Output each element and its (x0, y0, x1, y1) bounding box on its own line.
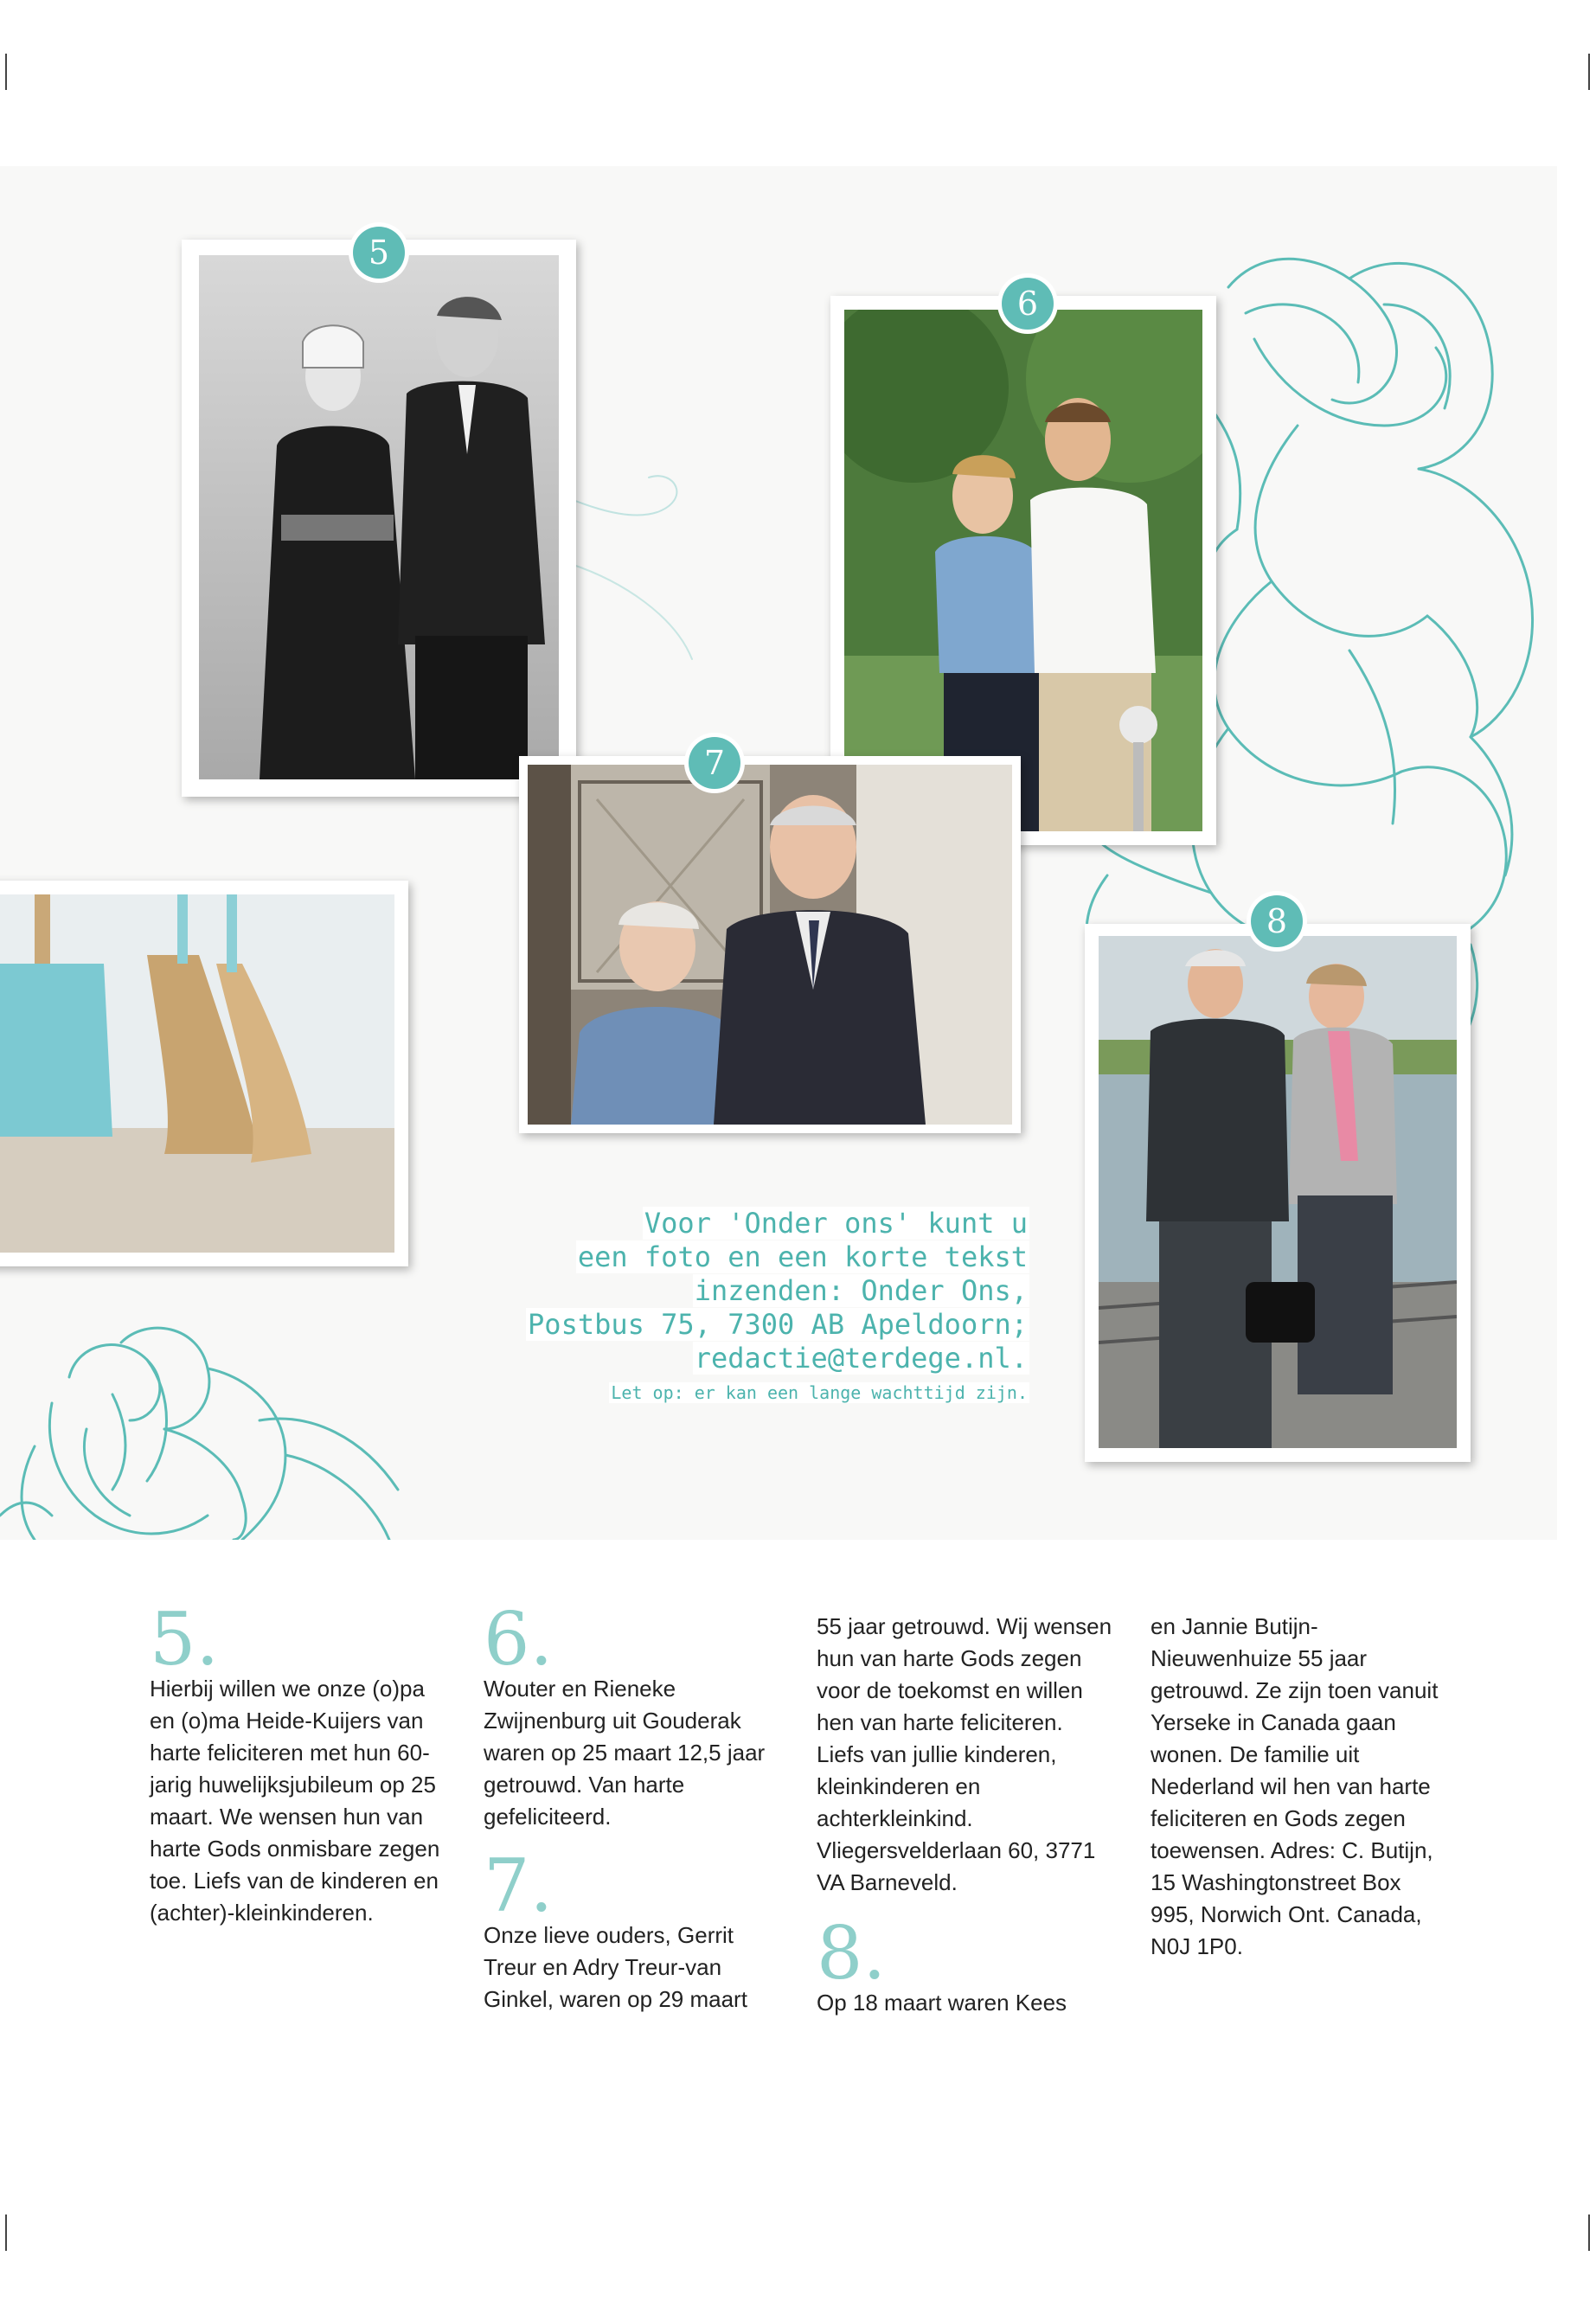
notice-line: een foto en een korte tekst (577, 1240, 1028, 1273)
couple-in-park-photo (844, 310, 1202, 831)
notice-line: Postbus 75, 7300 AB Apeldoorn; (528, 1308, 1028, 1341)
photo-number-badge-5: 5 (353, 227, 405, 279)
photo-number-badge-7: 7 (689, 737, 740, 789)
article-column-1 (150, 1597, 448, 1929)
elderly-couple-photo (528, 765, 1012, 1125)
article-text-7-continued: 55 jaar getrouwd. Wij wensen hun van harte Gods zegen voor de toekomst en willen hen van harte feliciteren. Liefs van jullie kinderen, kleinkinderen en achterkleinkind. Vliegersvelderlaan 60, 3771 VA Barneveld. (817, 1613, 1112, 1895)
article-number-6: 6. (484, 1597, 554, 1682)
notice-email: redactie@terdege.nl. (694, 1342, 1028, 1375)
notice-wait-note: Let op: er kan een lange wachttijd zijn. (611, 1382, 1028, 1403)
notice-line: inzenden: Onder Ons, (694, 1274, 1028, 1307)
article-text-6: Wouter en Rieneke Zwijnenburg uit Gouderak waren op 25 maart 12,5 jaar getrouwd. Van harte gefeliciteerd. (484, 1676, 766, 1830)
article-text-5: Hierbij willen we onze (o)pa en (o)ma Heide-Kuijers van harte feliciteren met hun 60-jarig huwelijksjubileum op 25 maart. We wensen hun van harte Gods onmisbare zegen toe. Liefs van de kinderen en (achter)-kleinkinderen. (150, 1676, 440, 1926)
photo-number-badge-6: 6 (1002, 278, 1054, 330)
article-number-5: 5. (150, 1597, 220, 1682)
photo-card-brooms (0, 881, 408, 1266)
article-number-8: 8. (817, 1911, 887, 1996)
photo-number-badge-8: 8 (1251, 895, 1303, 947)
brooms-photo (0, 894, 394, 1253)
article-text-7: Onze lieve ouders, Gerrit Treur en Adry Treur-van Ginkel, waren op 29 maart (484, 1922, 747, 2012)
photo-collage (0, 166, 1557, 1540)
photo-card-7 (519, 756, 1021, 1133)
article-text-8: Op 18 maart waren Kees (817, 1990, 1067, 2016)
crop-mark (5, 54, 7, 90)
photo-card-8 (1085, 924, 1471, 1462)
wedding-couple-photo (199, 255, 559, 779)
crop-mark (5, 2214, 7, 2251)
article-text-8-continued: en Jannie Butijn-Nieuwenhuize 55 jaar getrouwd. Ze zijn toen vanuit Yerseke in Canada gaan wonen. De familie uit Nederland wil hen van harte feliciteren en Gods zegen toewensen. Adres: C. Butijn, 15 Washingtonstreet Box 995, Norwich Ont. Canada, N0J 1P0. (1151, 1613, 1439, 1959)
article-column-4 (1151, 1611, 1449, 1963)
notice-line: Voor 'Onder ons' kunt u (644, 1207, 1028, 1240)
crop-mark (1588, 54, 1590, 90)
page-margin (1557, 166, 1596, 1540)
crop-mark (1588, 2214, 1590, 2251)
article-number-7: 7. (484, 1843, 554, 1928)
notice-main-text (484, 1207, 1029, 1375)
submission-notice (484, 1207, 1029, 1403)
couple-by-water-photo (1099, 936, 1457, 1448)
article-column-2 (484, 1597, 782, 2016)
photo-card-5 (182, 240, 576, 797)
article-column-3 (817, 1611, 1115, 2019)
